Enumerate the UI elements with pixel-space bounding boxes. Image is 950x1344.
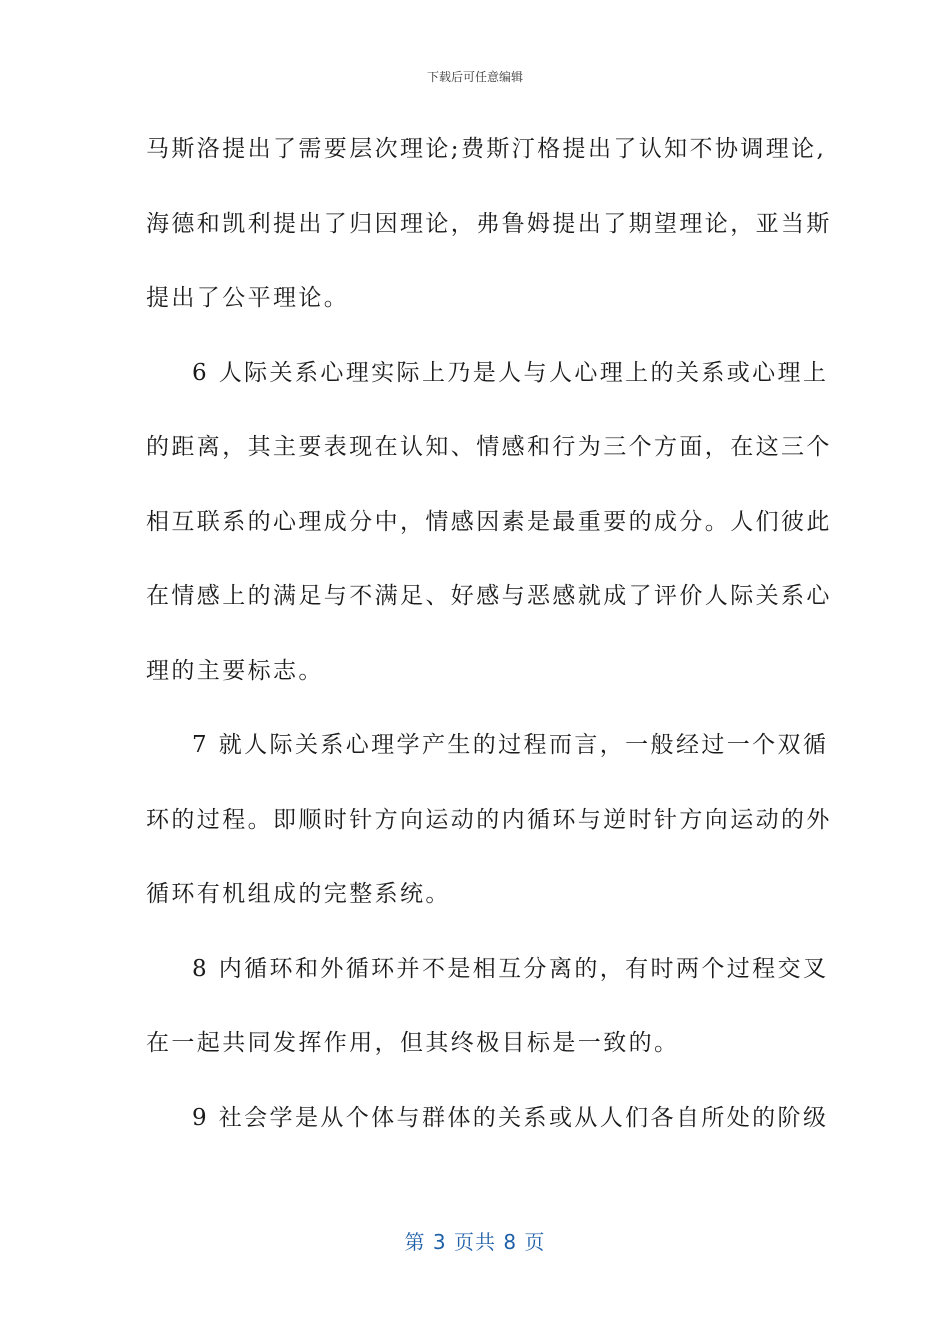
text-line: 海德和凯利提出了归因理论，弗鲁姆提出了期望理论，亚当斯	[146, 210, 832, 237]
paragraph-start-9: 9 社会学是从个体与群体的关系或从人们各自所处的阶级	[192, 1104, 829, 1131]
paragraph-start-8: 8 内循环和外循环并不是相互分离的，有时两个过程交叉	[192, 955, 829, 982]
paragraph-start-6: 6 人际关系心理实际上乃是人与人心理上的关系或心理上	[192, 359, 829, 386]
text-line: 提出了公平理论。	[146, 285, 350, 311]
text-line: 马斯洛提出了需要层次理论;费斯汀格提出了认知不协调理论,	[146, 136, 827, 162]
text-line: 环的过程。即顺时针方向运动的内循环与逆时针方向运动的外	[146, 806, 832, 833]
header-note: 下载后可任意编辑	[426, 70, 523, 84]
text-line: 相互联系的心理成分中，情感因素是最重要的成分。人们彼此	[146, 508, 832, 535]
paragraph-start-7: 7 就人际关系心理学产生的过程而言，一般经过一个双循	[192, 732, 829, 758]
page-number-label: 第 3 页共 8 页	[404, 1230, 546, 1254]
text-line: 循环有机组成的完整系统。	[146, 881, 451, 907]
document-body	[146, 124, 832, 1167]
text-line: 理的主要标志。	[146, 657, 324, 684]
text-line: 在情感上的满足与不满足、好感与恶感就成了评价人际关系心	[146, 583, 832, 609]
text-line: 在一起共同发挥作用，但其终极目标是一致的。	[146, 1030, 680, 1056]
page-number-footer	[0, 1226, 950, 1255]
text-line: 的距离，其主要表现在认知、情感和行为三个方面，在这三个	[146, 434, 832, 460]
